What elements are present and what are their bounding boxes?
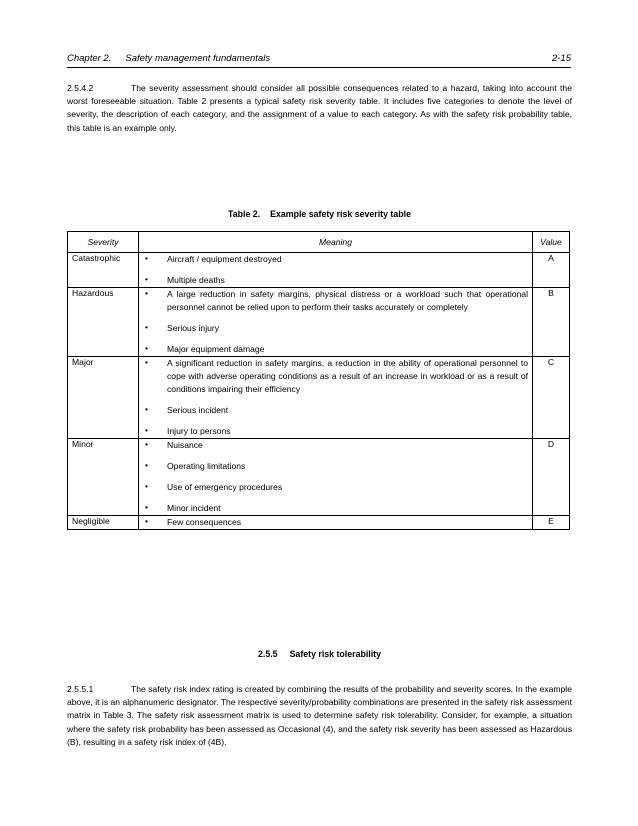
table-row bbox=[68, 460, 570, 473]
spacer-cell bbox=[157, 473, 533, 481]
meaning-item: Injury to persons bbox=[157, 425, 533, 439]
spacer-cell bbox=[139, 417, 158, 425]
meaning-item: Minor incident bbox=[157, 502, 533, 516]
value-cell: C bbox=[533, 357, 570, 439]
header-value: Value bbox=[533, 232, 570, 253]
meaning-item: Aircraft / equipment destroyed bbox=[157, 253, 533, 267]
bullet: • bbox=[139, 343, 158, 357]
spacer-cell bbox=[157, 417, 533, 425]
row-spacer bbox=[68, 494, 570, 502]
chapter-number: Chapter 2. bbox=[67, 53, 112, 64]
table-row bbox=[68, 404, 570, 417]
spacer-cell bbox=[139, 452, 158, 460]
table-row bbox=[68, 357, 570, 397]
table-caption bbox=[67, 209, 572, 219]
spacer-cell bbox=[157, 494, 533, 502]
table-row bbox=[68, 322, 570, 335]
severity-cell: Minor bbox=[68, 439, 139, 516]
page-number: 2-15 bbox=[551, 53, 571, 64]
severity-table bbox=[67, 231, 570, 530]
value-cell: D bbox=[533, 439, 570, 516]
meaning-item: Operating limitations bbox=[157, 460, 533, 473]
spacer-cell bbox=[157, 452, 533, 460]
meaning-item: A significant reduction in safety margins, a reduction in the ability of operational personnel to cope with adverse operating conditions as a result of an increase in workload or as a result of conditions impairing their efficiency bbox=[157, 357, 533, 397]
table-row bbox=[68, 516, 570, 530]
table-row bbox=[68, 425, 570, 439]
chapter-heading bbox=[67, 53, 270, 64]
bullet: • bbox=[139, 322, 158, 335]
page-header bbox=[67, 53, 571, 68]
table-number: Table 2. bbox=[228, 209, 261, 219]
value-cell: B bbox=[533, 288, 570, 357]
bullet: • bbox=[139, 404, 158, 417]
bullet: • bbox=[139, 481, 158, 494]
table-row bbox=[68, 288, 570, 315]
paragraph-text: The severity assessment should consider all possible consequences related to a hazard, taking into account the worst foreseeable situation. Table 2 presents a typical safety risk severity table. It includes five categories to denote the level of severity, the description of each category, and the assignment of a value to each category. As with the safety risk probability table, this table is an example only. bbox=[67, 83, 572, 133]
meaning-item: Use of emergency procedures bbox=[157, 481, 533, 494]
table-row bbox=[68, 481, 570, 494]
section-title: Safety risk tolerability bbox=[289, 649, 381, 659]
row-spacer bbox=[68, 417, 570, 425]
bullet: • bbox=[139, 425, 158, 439]
paragraph-2-5-4-2 bbox=[67, 82, 572, 135]
paragraph-number: 2.5.5.1 bbox=[67, 684, 94, 694]
severity-cell: Catastrophic bbox=[68, 253, 139, 288]
spacer-cell bbox=[139, 335, 158, 343]
row-spacer bbox=[68, 335, 570, 343]
chapter-title: Safety management fundamentals bbox=[125, 53, 271, 64]
meaning-item: Serious incident bbox=[157, 404, 533, 417]
header-meaning: Meaning bbox=[139, 232, 533, 253]
meaning-item: Nuisance bbox=[157, 439, 533, 453]
bullet: • bbox=[139, 516, 158, 530]
spacer-cell bbox=[139, 266, 158, 274]
table-row bbox=[68, 343, 570, 357]
row-spacer bbox=[68, 314, 570, 322]
row-spacer bbox=[68, 396, 570, 404]
table-title: Example safety risk severity table bbox=[270, 209, 411, 219]
bullet: • bbox=[139, 288, 158, 315]
spacer-cell bbox=[139, 494, 158, 502]
table-row bbox=[68, 502, 570, 516]
value-cell: A bbox=[533, 253, 570, 288]
severity-cell: Major bbox=[68, 357, 139, 439]
paragraph-text: The safety risk index rating is created by combining the results of the probability and severity scores. In the example above, it is an alphanumeric designator. The respective severity/probability combinations are presented in the safety risk assessment matrix in Table 3. The safety risk assessment matrix is used to determine safety risk tolerability. Consider, for example, a situation where the safety risk probability has been assessed as Occasional (4), and the safety risk severity has been assessed as Hazardous (B), resulting in a safety risk index of (4B). bbox=[67, 684, 572, 747]
spacer-cell bbox=[157, 335, 533, 343]
row-spacer bbox=[68, 473, 570, 481]
bullet: • bbox=[139, 439, 158, 453]
row-spacer bbox=[68, 452, 570, 460]
value-cell: E bbox=[533, 516, 570, 530]
severity-cell: Negligible bbox=[68, 516, 139, 530]
header-severity: Severity bbox=[68, 232, 139, 253]
meaning-item: A large reduction in safety margins, physical distress or a workload such that operational personnel cannot be relied upon to perform their tasks accurately or completely bbox=[157, 288, 533, 315]
spacer-cell bbox=[157, 314, 533, 322]
spacer-cell bbox=[139, 473, 158, 481]
meaning-item: Major equipment damage bbox=[157, 343, 533, 357]
meaning-item: Few consequences bbox=[157, 516, 533, 530]
severity-cell: Hazardous bbox=[68, 288, 139, 357]
table-row bbox=[68, 274, 570, 288]
bullet: • bbox=[139, 502, 158, 516]
meaning-item: Serious injury bbox=[157, 322, 533, 335]
paragraph-2-5-5-1 bbox=[67, 683, 572, 749]
table-row bbox=[68, 439, 570, 453]
table-header-row bbox=[68, 232, 570, 253]
bullet: • bbox=[139, 253, 158, 267]
bullet: • bbox=[139, 357, 158, 397]
meaning-item: Multiple deaths bbox=[157, 274, 533, 288]
section-number: 2.5.5 bbox=[257, 649, 278, 659]
paragraph-number: 2.5.4.2 bbox=[67, 83, 94, 93]
spacer-cell bbox=[139, 314, 158, 322]
table-row bbox=[68, 253, 570, 267]
bullet: • bbox=[139, 274, 158, 288]
spacer-cell bbox=[139, 396, 158, 404]
spacer-cell bbox=[157, 266, 533, 274]
row-spacer bbox=[68, 266, 570, 274]
bullet: • bbox=[139, 460, 158, 473]
spacer-cell bbox=[157, 396, 533, 404]
section-heading bbox=[67, 649, 572, 659]
